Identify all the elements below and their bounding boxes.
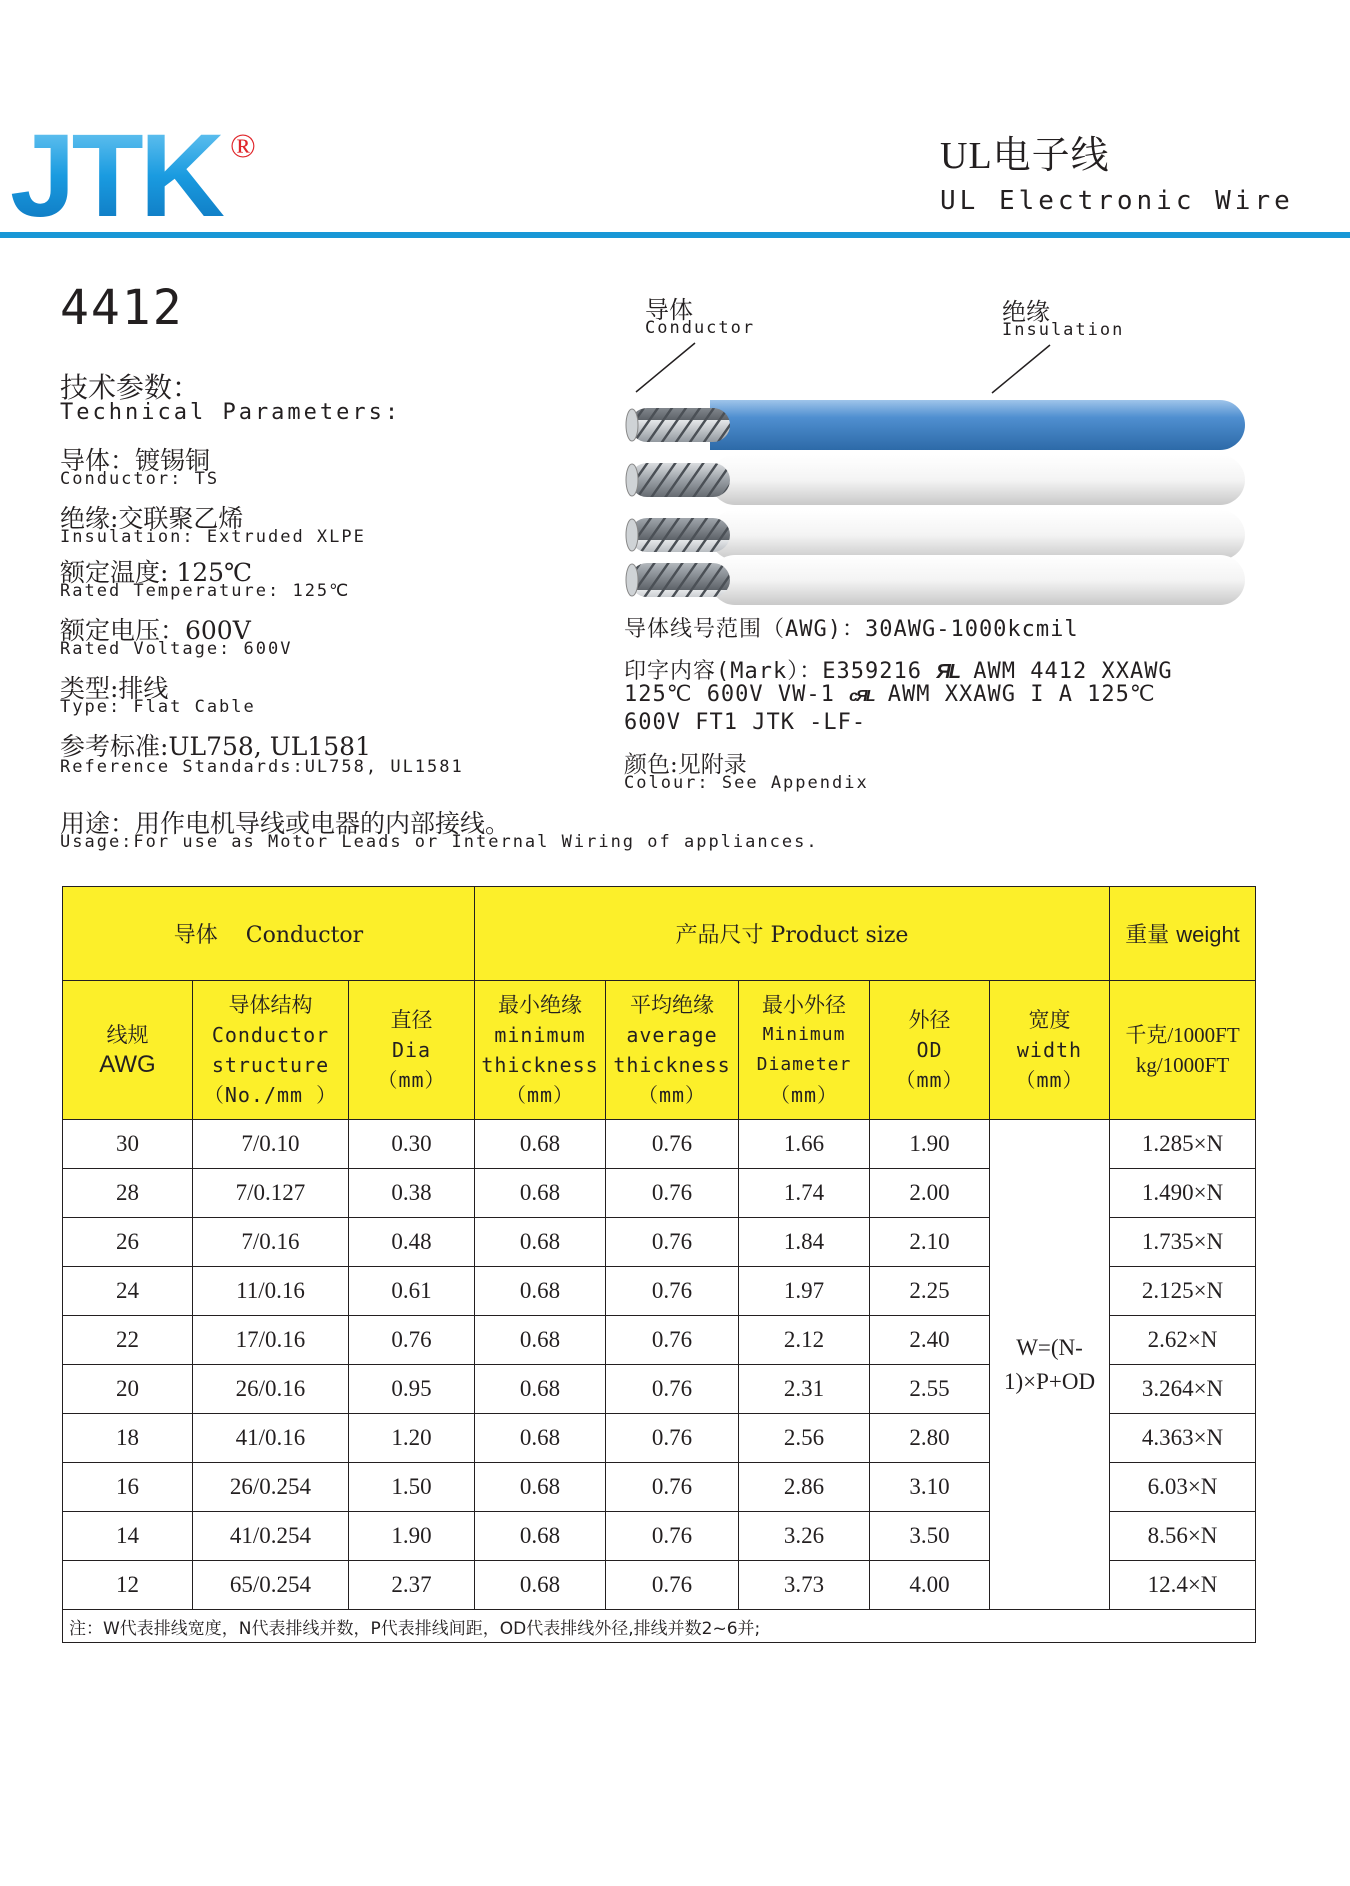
cell-min-thickness: 0.68: [475, 1169, 606, 1218]
group-header-conductor: 导体 Conductor: [63, 887, 475, 981]
cell-awg: 16: [63, 1463, 193, 1512]
cell-structure: 7/0.127: [193, 1169, 349, 1218]
cell-dia: 1.90: [349, 1512, 475, 1561]
cell-dia: 1.50: [349, 1463, 475, 1512]
col-header-cn: 最小绝缘: [498, 993, 582, 1017]
cell-od: 2.40: [870, 1316, 990, 1365]
table-note: 注：W代表排线宽度，N代表排线并数，P代表排线间距，OD代表排线外径,排线并数2~6并;: [63, 1610, 1256, 1643]
cell-awg: 14: [63, 1512, 193, 1561]
col-header-en: thickness: [613, 1053, 731, 1077]
cell-od: 3.50: [870, 1512, 990, 1561]
cell-weight: 6.03×N: [1110, 1463, 1256, 1512]
group-header-product-size: 产品尺寸 Product size: [475, 887, 1110, 981]
param-en: Insulation: Extruded XLPE: [60, 527, 366, 547]
label-insulation-en: Insulation: [1002, 320, 1125, 340]
cell-weight: 12.4×N: [1110, 1561, 1256, 1610]
page-title-cn: UL电子线: [940, 135, 1110, 177]
cell-awg: 12: [63, 1561, 193, 1610]
cell-weight: 2.62×N: [1110, 1316, 1256, 1365]
cell-min-diameter: 1.84: [739, 1218, 870, 1267]
cell-awg: 20: [63, 1365, 193, 1414]
cell-avg-thickness: 0.76: [606, 1120, 739, 1169]
spec-rows: [63, 1120, 1256, 1610]
param-cn: 参考标准:UL758, UL1581: [60, 732, 371, 761]
cell-structure: 7/0.10: [193, 1120, 349, 1169]
cell-avg-thickness: 0.76: [606, 1169, 739, 1218]
cell-dia: 0.61: [349, 1267, 475, 1316]
cell-min-diameter: 3.26: [739, 1512, 870, 1561]
cell-weight: 8.56×N: [1110, 1512, 1256, 1561]
col-header-unit: （mm）: [505, 1083, 575, 1107]
cell-avg-thickness: 0.76: [606, 1512, 739, 1561]
page-title-en: UL Electronic Wire: [940, 186, 1294, 216]
col-header-unit: （mm）: [377, 1068, 446, 1092]
group-header-weight: [1110, 887, 1256, 981]
wire-white: [626, 555, 1245, 605]
col-header-en: average: [626, 1023, 718, 1047]
param-en: Type: Flat Cable: [60, 697, 256, 717]
cell-min-diameter: 2.12: [739, 1316, 870, 1365]
cell-avg-thickness: 0.76: [606, 1218, 739, 1267]
col-header-dia: [349, 981, 475, 1120]
cell-min-thickness: 0.68: [475, 1120, 606, 1169]
cell-od: 2.25: [870, 1267, 990, 1316]
col-header-avg-thickness: [606, 981, 739, 1120]
cell-min-thickness: 0.68: [475, 1218, 606, 1267]
col-header-en: thickness: [481, 1053, 599, 1077]
cell-dia: 0.76: [349, 1316, 475, 1365]
cell-structure: 65/0.254: [193, 1561, 349, 1610]
param-en: Conductor: TS: [60, 469, 220, 489]
width-formula-line: 1)×P+OD: [1003, 1368, 1096, 1394]
model-number: 4412: [60, 280, 184, 336]
col-header-cn: 导体结构: [228, 993, 313, 1017]
cell-min-diameter: 2.31: [739, 1365, 870, 1414]
cell-min-thickness: 0.68: [475, 1463, 606, 1512]
cell-od: 4.00: [870, 1561, 990, 1610]
cell-dia: 0.30: [349, 1120, 475, 1169]
col-header-en: Conductor: [211, 1023, 330, 1047]
cell-min-thickness: 0.68: [475, 1316, 606, 1365]
cell-weight: 1.490×N: [1110, 1169, 1256, 1218]
cell-od: 3.10: [870, 1463, 990, 1512]
conductor-leader: [636, 343, 695, 392]
col-header-cn: 最小外径: [762, 993, 846, 1017]
param-cn: 额定温度: 125℃: [60, 558, 253, 587]
label-conductor-en: Conductor: [645, 318, 756, 338]
cell-weight: 4.363×N: [1110, 1414, 1256, 1463]
wire-blue: [626, 400, 1245, 450]
cell-weight: 3.264×N: [1110, 1365, 1256, 1414]
params-heading-cn: 技术参数：: [60, 371, 201, 404]
cell-weight: 1.285×N: [1110, 1120, 1256, 1169]
cell-od: 2.55: [870, 1365, 990, 1414]
colour-cn: 颜色:见附录: [624, 752, 747, 778]
cell-min-diameter: 1.74: [739, 1169, 870, 1218]
param-cn: 类型:排线: [60, 674, 169, 703]
mark-line-1b: AWM 4412 XXAWG: [973, 659, 1173, 684]
cell-structure: 26/0.16: [193, 1365, 349, 1414]
cell-min-diameter: 2.86: [739, 1463, 870, 1512]
header-divider: [0, 232, 1350, 238]
cell-min-thickness: 0.68: [475, 1365, 606, 1414]
col-header-en: OD: [916, 1038, 943, 1062]
cell-avg-thickness: 0.76: [606, 1463, 739, 1512]
cell-awg: 18: [63, 1414, 193, 1463]
col-header-cn: 外径: [908, 1008, 951, 1032]
label-insulation-cn: 绝缘: [1002, 298, 1050, 326]
label-conductor-cn: 导体: [645, 296, 693, 324]
mark-line-3: 600V FT1 JTK -LF-: [624, 710, 867, 735]
cell-awg: 26: [63, 1218, 193, 1267]
weight-cn: 重量: [1125, 923, 1170, 948]
cell-od: 2.10: [870, 1218, 990, 1267]
weight-en: weight: [1176, 922, 1240, 947]
table-row: [63, 1120, 1256, 1169]
cell-structure: 7/0.16: [193, 1218, 349, 1267]
col-header-en: minimum: [494, 1023, 586, 1047]
cell-dia: 0.95: [349, 1365, 475, 1414]
cell-dia: 1.20: [349, 1414, 475, 1463]
col-header-en: AWG: [99, 1051, 156, 1078]
col-header-structure: [193, 981, 349, 1120]
col-header-unit: （No./mm ）: [203, 1083, 338, 1107]
usage-cn: 用途：用作电机导线或电器的内部接线。: [60, 809, 511, 838]
col-header-width: [990, 981, 1110, 1120]
cell-avg-thickness: 0.76: [606, 1414, 739, 1463]
col-header-cn: 线规: [106, 1023, 149, 1047]
mark-line-1a: 印字内容(Mark）：E359216: [624, 659, 922, 684]
mark-line-2a: 125℃ 600V VW-1: [624, 682, 835, 707]
cell-awg: 24: [63, 1267, 193, 1316]
cell-avg-thickness: 0.76: [606, 1561, 739, 1610]
cell-min-diameter: 1.97: [739, 1267, 870, 1316]
col-header-min-thickness: [475, 981, 606, 1120]
cell-od: 1.90: [870, 1120, 990, 1169]
cell-min-thickness: 0.68: [475, 1267, 606, 1316]
cul-recognized-icon: cЯL: [849, 688, 874, 705]
cell-structure: 11/0.16: [193, 1267, 349, 1316]
col-header-awg: [63, 981, 193, 1120]
mark-line-1: [624, 654, 1173, 685]
cell-min-thickness: 0.68: [475, 1512, 606, 1561]
col-header-cn: 千克/1000FT: [1125, 1023, 1240, 1047]
cell-structure: 41/0.16: [193, 1414, 349, 1463]
insulation-leader: [992, 345, 1050, 393]
param-en: Rated Voltage: 600V: [60, 639, 293, 659]
cell-awg: 30: [63, 1120, 193, 1169]
col-header-unit: （mm）: [1015, 1068, 1084, 1092]
col-header-en: structure: [211, 1053, 330, 1077]
width-formula-line: W=(N-: [1016, 1334, 1083, 1360]
col-header-cn: 平均绝缘: [630, 993, 714, 1017]
col-header-en: Minimum: [762, 1024, 846, 1045]
param-cn: 绝缘:交联聚乙烯: [60, 504, 244, 533]
cell-min-diameter: 2.56: [739, 1414, 870, 1463]
col-header-en: kg/1000FT: [1135, 1053, 1230, 1077]
col-header-cn: 宽度: [1028, 1008, 1071, 1032]
param-en: Reference Standards:UL758, UL1581: [60, 757, 464, 777]
cell-avg-thickness: 0.76: [606, 1267, 739, 1316]
awg-range: 导体线号范围（AWG)：30AWG-1000kcmil: [624, 617, 1079, 642]
cell-dia: 0.48: [349, 1218, 475, 1267]
param-en: Rated Temperature: 125℃: [60, 581, 351, 601]
cell-weight: 1.735×N: [1110, 1218, 1256, 1267]
cell-od: 2.00: [870, 1169, 990, 1218]
cell-min-thickness: 0.68: [475, 1414, 606, 1463]
col-header-od: [870, 981, 990, 1120]
colour-en: Colour: See Appendix: [624, 773, 869, 793]
cell-structure: 41/0.254: [193, 1512, 349, 1561]
cell-dia: 2.37: [349, 1561, 475, 1610]
param-cn: 额定电压：600V: [60, 616, 251, 645]
col-header-unit: （mm）: [637, 1083, 707, 1107]
cell-awg: 22: [63, 1316, 193, 1365]
cell-width-formula: [990, 1120, 1110, 1610]
col-header-weight: [1110, 981, 1256, 1120]
col-header-en: Dia: [391, 1038, 432, 1062]
ul-recognized-icon: ЯL: [936, 661, 959, 683]
wire-white: [626, 455, 1245, 505]
cell-min-diameter: 3.73: [739, 1561, 870, 1610]
cell-avg-thickness: 0.76: [606, 1365, 739, 1414]
usage-en: Usage:For use as Motor Leads or Internal Wiring of appliances.: [60, 832, 819, 852]
cell-od: 2.80: [870, 1414, 990, 1463]
registered-mark: ®: [230, 128, 256, 165]
logo-text: JTK: [10, 118, 221, 226]
flat-cable-diagram-bottom: [620, 550, 1260, 610]
cell-structure: 17/0.16: [193, 1316, 349, 1365]
col-header-cn: 直径: [390, 1008, 433, 1032]
col-header-en: Diameter: [756, 1054, 852, 1075]
cell-weight: 2.125×N: [1110, 1267, 1256, 1316]
cell-min-diameter: 1.66: [739, 1120, 870, 1169]
cell-dia: 0.38: [349, 1169, 475, 1218]
mark-line-2b: AWM XXAWG I A 125℃: [887, 682, 1156, 707]
cell-awg: 28: [63, 1169, 193, 1218]
cell-avg-thickness: 0.76: [606, 1316, 739, 1365]
cell-structure: 26/0.254: [193, 1463, 349, 1512]
cell-min-thickness: 0.68: [475, 1561, 606, 1610]
params-heading-en: Technical Parameters:: [60, 400, 402, 425]
spec-table: [62, 886, 1256, 1643]
param-cn: 导体：镀锡铜: [60, 446, 211, 475]
col-header-unit: （mm）: [895, 1068, 964, 1092]
col-header-en: width: [1016, 1038, 1083, 1062]
col-header-unit: （mm）: [769, 1083, 839, 1107]
mark-line-2: [624, 682, 1156, 707]
col-header-min-diameter: [739, 981, 870, 1120]
